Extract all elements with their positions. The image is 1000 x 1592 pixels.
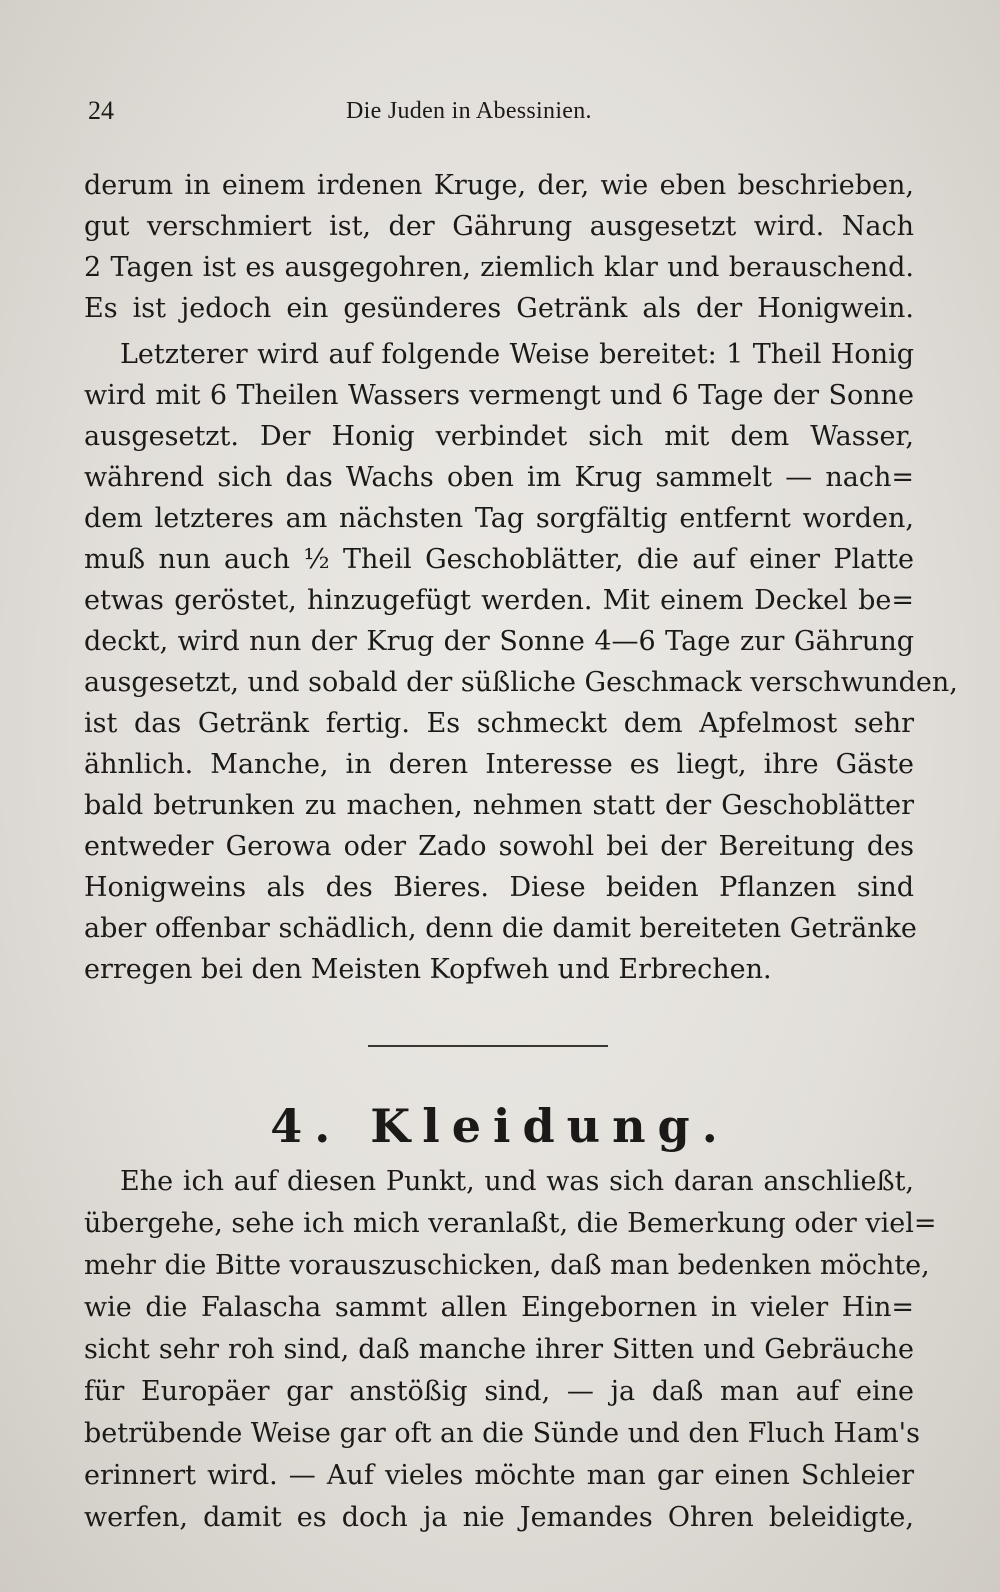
text-line: ausgesetzt. Der Honig verbindet sich mit dem Wasser, xyxy=(84,421,914,452)
text-line: bald betrunken zu machen, nehmen statt der Geschoblätter xyxy=(84,790,914,821)
text-line: Honigweins als des Bieres. Diese beiden Pflanzen sind xyxy=(84,872,914,903)
text-line: deckt, wird nun der Krug der Sonne 4—6 Tage zur Gährung xyxy=(84,626,914,657)
page-header xyxy=(88,96,648,136)
text-line: aber offenbar schädlich, denn die damit bereiteten Getränke xyxy=(84,913,917,944)
text-line: werfen, damit es doch ja nie Jemandes Ohren beleidigte, xyxy=(84,1502,914,1533)
text-line: derum in einem irdenen Kruge, der, wie eben beschrieben, xyxy=(84,170,914,201)
text-line: gut verschmiert ist, der Gährung ausgesetzt wird. Nach xyxy=(84,211,914,242)
text-line: während sich das Wachs oben im Krug sammelt — nach= xyxy=(84,462,914,493)
text-line: erinnert wird. — Auf vieles möchte man gar einen Schleier xyxy=(84,1460,914,1491)
running-title: Die Juden in Abessinien. xyxy=(346,98,592,124)
page-number: 24 xyxy=(88,96,114,125)
section-divider xyxy=(368,1045,608,1047)
text-line: Letzterer wird auf folgende Weise bereitet: 1 Theil Honig xyxy=(120,339,914,370)
text-line: wie die Falascha sammt allen Eingebornen in vieler Hin= xyxy=(84,1292,914,1323)
text-line: 2 Tagen ist es ausgegohren, ziemlich klar und berauschend. xyxy=(84,252,914,283)
text-line: sicht sehr roh sind, daß manche ihrer Sitten und Gebräuche xyxy=(84,1334,914,1365)
text-line: Es ist jedoch ein gesünderes Getränk als der Honigwein. xyxy=(84,293,914,324)
text-line: betrübende Weise gar oft an die Sünde und den Fluch Ham's xyxy=(84,1418,920,1449)
text-line: ausgesetzt, und sobald der süßliche Geschmack verschwunden, xyxy=(84,667,958,698)
text-line: ist das Getränk fertig. Es schmeckt dem Apfelmost sehr xyxy=(84,708,914,739)
text-line: etwas geröstet, hinzugefügt werden. Mit einem Deckel be= xyxy=(84,585,914,616)
text-line: für Europäer gar anstößig sind, — ja daß man auf eine xyxy=(84,1376,914,1407)
text-line: erregen bei den Meisten Kopfweh und Erbrechen. xyxy=(84,954,772,985)
text-line: übergehe, sehe ich mich veranlaßt, die Bemerkung oder viel= xyxy=(84,1208,937,1239)
text-line: Ehe ich auf diesen Punkt, und was sich daran anschließt, xyxy=(120,1166,914,1197)
text-line: ähnlich. Manche, in deren Interesse es liegt, ihre Gäste xyxy=(84,749,914,780)
text-line: dem letzteres am nächsten Tag sorgfältig entfernt worden, xyxy=(84,503,914,534)
text-line: wird mit 6 Theilen Wassers vermengt und 6 Tage der Sonne xyxy=(84,380,914,411)
text-line: entweder Gerowa oder Zado sowohl bei der Bereitung des xyxy=(84,831,914,862)
text-line: mehr die Bitte vorauszuschicken, daß man bedenken möchte, xyxy=(84,1250,930,1281)
section-heading: 4. Kleidung. xyxy=(270,1099,730,1153)
text-line: muß nun auch ½ Theil Geschoblätter, die auf einer Platte xyxy=(84,544,914,575)
